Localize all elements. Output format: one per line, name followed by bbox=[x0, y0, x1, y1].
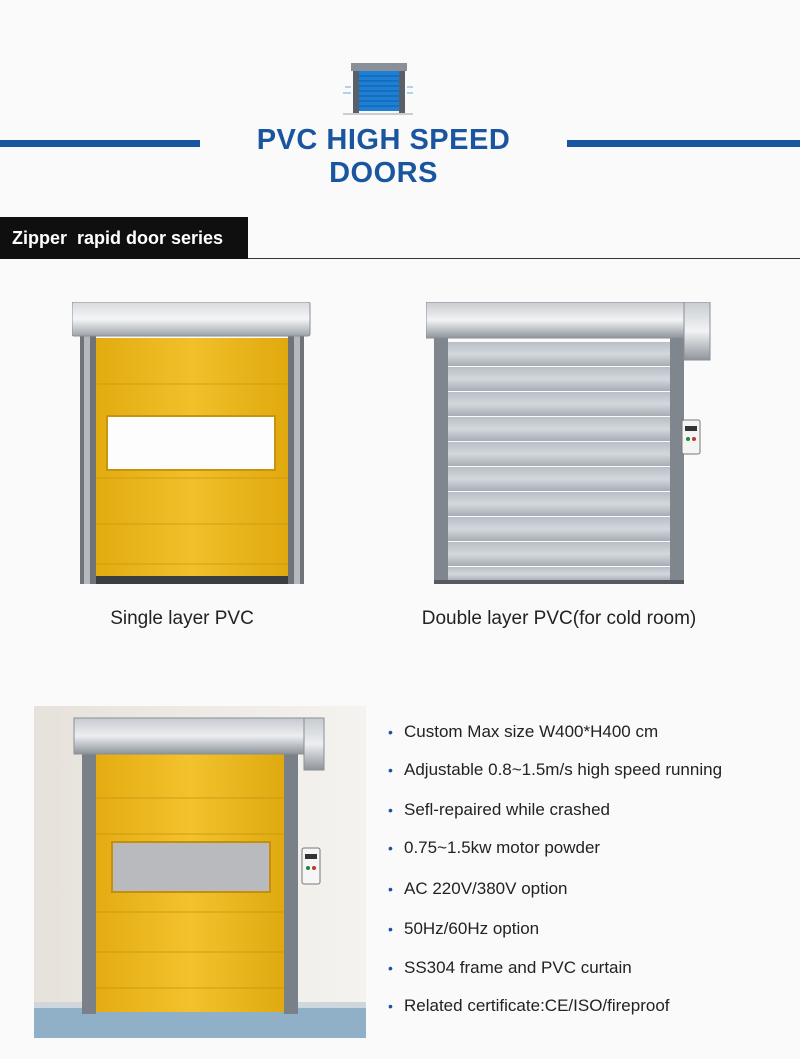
bullet-dot-icon: • bbox=[388, 998, 393, 1014]
feature-item bbox=[388, 760, 722, 780]
feature-item bbox=[388, 996, 670, 1016]
bullet-dot-icon: • bbox=[388, 802, 393, 818]
series-divider bbox=[248, 258, 800, 259]
caption-double-layer: Double layer PVC(for cold room) bbox=[421, 608, 697, 629]
bullet-dot-icon: • bbox=[388, 960, 393, 976]
installed-door-photo bbox=[34, 706, 366, 1038]
feature-item bbox=[388, 958, 632, 978]
feature-text: Adjustable 0.8~1.5m/s high speed running bbox=[404, 760, 723, 779]
feature-text: 0.75~1.5kw motor powder bbox=[404, 838, 601, 857]
roller-door-logo-icon bbox=[343, 57, 413, 117]
feature-text: Related certificate:CE/ISO/fireproof bbox=[404, 996, 670, 1015]
feature-text: SS304 frame and PVC curtain bbox=[404, 958, 632, 977]
feature-item bbox=[388, 879, 568, 899]
feature-text: AC 220V/380V option bbox=[404, 879, 568, 898]
feature-item bbox=[388, 919, 539, 939]
feature-text: Sefl-repaired while crashed bbox=[404, 800, 610, 819]
bullet-dot-icon: • bbox=[388, 921, 393, 937]
feature-text: 50Hz/60Hz option bbox=[404, 919, 540, 938]
title-rule-right bbox=[567, 140, 800, 147]
feature-text: Custom Max size W400*H400 cm bbox=[404, 722, 659, 741]
title-rule-left bbox=[0, 140, 200, 147]
series-tag: Zipper rapid door series bbox=[0, 217, 248, 259]
double-layer-door-image bbox=[426, 302, 714, 586]
feature-item bbox=[388, 838, 600, 858]
bullet-dot-icon: • bbox=[388, 762, 393, 778]
feature-item bbox=[388, 800, 610, 820]
bullet-dot-icon: • bbox=[388, 881, 393, 897]
single-layer-door-image bbox=[72, 302, 312, 586]
caption-single-layer: Single layer PVC bbox=[110, 608, 254, 629]
bullet-dot-icon: • bbox=[388, 840, 393, 856]
feature-item bbox=[388, 722, 658, 742]
page-title: PVC HIGH SPEED DOORS bbox=[256, 124, 511, 189]
bullet-dot-icon: • bbox=[388, 724, 393, 740]
